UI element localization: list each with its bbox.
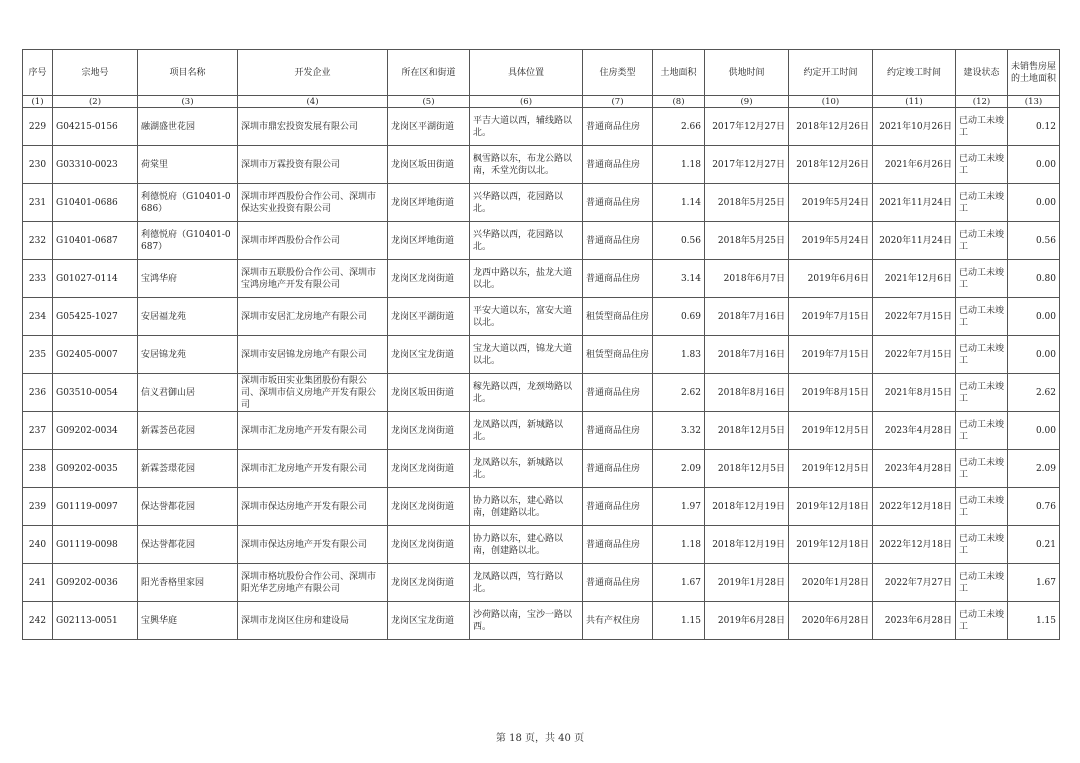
start-date-cell: 2019年6月6日 [789,260,873,298]
supply-date-cell: 2018年5月25日 [705,184,789,222]
location-cell: 龙凤路以东，新城路以北。 [470,450,583,488]
developer-cell: 深圳市汇龙房地产开发有限公司 [238,450,388,488]
construction-status-cell: 已动工未竣工 [956,602,1008,640]
row-index-cell: 237 [23,412,53,450]
construction-status-cell: 已动工未竣工 [956,374,1008,412]
location-cell: 龙西中路以东，盐龙大道以北。 [470,260,583,298]
unsold-land-area-cell: 0.00 [1008,184,1060,222]
district-street-cell: 龙岗区坂田街道 [388,146,470,184]
table-header-row [23,50,1060,96]
supply-date-cell: 2019年1月28日 [705,564,789,602]
district-street-cell: 龙岗区坂田街道 [388,374,470,412]
developer-cell: 深圳市坂田实业集团股份有限公司、深圳市信义房地产开发有限公司 [238,374,388,412]
housing-type-cell: 普通商品住房 [583,260,653,298]
developer-cell: 深圳市保达房地产开发有限公司 [238,488,388,526]
supply-date-cell: 2019年6月28日 [705,602,789,640]
column-number: (13) [1008,96,1060,108]
supply-date-cell: 2017年12月27日 [705,146,789,184]
district-street-cell: 龙岗区宝龙街道 [388,336,470,374]
table-row [23,336,1060,374]
housing-type-cell: 普通商品住房 [583,184,653,222]
unsold-land-area-cell: 2.09 [1008,450,1060,488]
unsold-land-area-cell: 0.21 [1008,526,1060,564]
table-row [23,602,1060,640]
completion-date-cell: 2023年4月28日 [873,450,956,488]
column-number: (7) [583,96,653,108]
developer-cell: 深圳市汇龙房地产开发有限公司 [238,412,388,450]
column-header: 土地面积 [653,50,705,96]
start-date-cell: 2019年7月15日 [789,298,873,336]
project-name-cell: 利德悦府（G10401-0686） [138,184,238,222]
column-header: 所在区和街道 [388,50,470,96]
housing-type-cell: 普通商品住房 [583,412,653,450]
parcel-number-cell: G03310-0023 [53,146,138,184]
supply-date-cell: 2017年12月27日 [705,108,789,146]
supply-date-cell: 2018年5月25日 [705,222,789,260]
start-date-cell: 2019年5月24日 [789,184,873,222]
project-name-cell: 安居福龙苑 [138,298,238,336]
land-area-cell: 1.97 [653,488,705,526]
supply-date-cell: 2018年12月5日 [705,450,789,488]
housing-type-cell: 普通商品住房 [583,564,653,602]
column-number: (3) [138,96,238,108]
land-area-cell: 2.09 [653,450,705,488]
start-date-cell: 2019年5月24日 [789,222,873,260]
column-number-row [23,96,1060,108]
land-area-cell: 2.66 [653,108,705,146]
column-number: (8) [653,96,705,108]
column-number: (11) [873,96,956,108]
developer-cell: 深圳市安居汇龙房地产有限公司 [238,298,388,336]
column-number: (10) [789,96,873,108]
land-area-cell: 3.14 [653,260,705,298]
row-index-cell: 238 [23,450,53,488]
completion-date-cell: 2021年11月24日 [873,184,956,222]
land-table-sheet [22,49,1060,640]
developer-cell: 深圳市龙岗区住房和建设局 [238,602,388,640]
table-row [23,374,1060,412]
table-row [23,564,1060,602]
construction-status-cell: 已动工未竣工 [956,564,1008,602]
housing-type-cell: 普通商品住房 [583,488,653,526]
parcel-number-cell: G01119-0098 [53,526,138,564]
construction-status-cell: 已动工未竣工 [956,260,1008,298]
district-street-cell: 龙岗区龙岗街道 [388,412,470,450]
housing-type-cell: 普通商品住房 [583,146,653,184]
land-area-cell: 1.83 [653,336,705,374]
housing-type-cell: 普通商品住房 [583,450,653,488]
parcel-number-cell: G09202-0035 [53,450,138,488]
table-row [23,412,1060,450]
project-name-cell: 利德悦府（G10401-0687） [138,222,238,260]
row-index-cell: 231 [23,184,53,222]
page-footer: 第 18 页，共 40 页 [495,733,585,744]
district-street-cell: 龙岗区龙岗街道 [388,450,470,488]
supply-date-cell: 2018年8月16日 [705,374,789,412]
table-row [23,222,1060,260]
project-name-cell: 保达誉都花园 [138,488,238,526]
construction-status-cell: 已动工未竣工 [956,526,1008,564]
district-street-cell: 龙岗区坪地街道 [388,222,470,260]
table-row [23,526,1060,564]
district-street-cell: 龙岗区宝龙街道 [388,602,470,640]
completion-date-cell: 2023年4月28日 [873,412,956,450]
table-row [23,488,1060,526]
column-number: (2) [53,96,138,108]
location-cell: 兴华路以西，花园路以北。 [470,184,583,222]
housing-type-cell: 普通商品住房 [583,222,653,260]
row-index-cell: 241 [23,564,53,602]
project-name-cell: 融湖盛世花园 [138,108,238,146]
developer-cell: 深圳市万霖投资有限公司 [238,146,388,184]
parcel-number-cell: G09202-0036 [53,564,138,602]
row-index-cell: 240 [23,526,53,564]
start-date-cell: 2019年12月18日 [789,488,873,526]
row-index-cell: 242 [23,602,53,640]
row-index-cell: 230 [23,146,53,184]
column-header: 约定竣工时间 [873,50,956,96]
start-date-cell: 2019年12月18日 [789,526,873,564]
location-cell: 稼先路以西，龙颈坳路以北。 [470,374,583,412]
land-area-cell: 1.15 [653,602,705,640]
unsold-land-area-cell: 0.00 [1008,146,1060,184]
supply-date-cell: 2018年7月16日 [705,336,789,374]
construction-status-cell: 已动工未竣工 [956,184,1008,222]
construction-status-cell: 已动工未竣工 [956,222,1008,260]
parcel-number-cell: G01027-0114 [53,260,138,298]
housing-type-cell: 普通商品住房 [583,526,653,564]
table-row [23,450,1060,488]
location-cell: 龙凤路以西，笃行路以北。 [470,564,583,602]
row-index-cell: 232 [23,222,53,260]
start-date-cell: 2020年1月28日 [789,564,873,602]
unsold-land-area-cell: 0.00 [1008,336,1060,374]
column-header: 具体位置 [470,50,583,96]
construction-status-cell: 已动工未竣工 [956,450,1008,488]
row-index-cell: 235 [23,336,53,374]
row-index-cell: 229 [23,108,53,146]
column-header: 宗地号 [53,50,138,96]
completion-date-cell: 2022年7月15日 [873,336,956,374]
completion-date-cell: 2022年12月18日 [873,526,956,564]
land-area-cell: 1.14 [653,184,705,222]
unsold-land-area-cell: 0.00 [1008,298,1060,336]
parcel-number-cell: G02405-0007 [53,336,138,374]
location-cell: 平安大道以东，富安大道以北。 [470,298,583,336]
land-area-cell: 1.67 [653,564,705,602]
district-street-cell: 龙岗区龙岗街道 [388,526,470,564]
column-header: 约定开工时间 [789,50,873,96]
project-name-cell: 新霖荟璟花园 [138,450,238,488]
start-date-cell: 2019年7月15日 [789,336,873,374]
location-cell: 枫雪路以东，布龙公路以南，禾堂光街以北。 [470,146,583,184]
start-date-cell: 2018年12月26日 [789,108,873,146]
land-area-cell: 3.32 [653,412,705,450]
unsold-land-area-cell: 1.15 [1008,602,1060,640]
completion-date-cell: 2023年6月28日 [873,602,956,640]
housing-type-cell: 租赁型商品住房 [583,336,653,374]
construction-status-cell: 已动工未竣工 [956,336,1008,374]
housing-type-cell: 普通商品住房 [583,108,653,146]
completion-date-cell: 2022年12月18日 [873,488,956,526]
start-date-cell: 2020年6月28日 [789,602,873,640]
table-row [23,184,1060,222]
project-name-cell: 新霖荟邑花园 [138,412,238,450]
land-area-cell: 0.56 [653,222,705,260]
construction-status-cell: 已动工未竣工 [956,146,1008,184]
unsold-land-area-cell: 1.67 [1008,564,1060,602]
developer-cell: 深圳市保达房地产开发有限公司 [238,526,388,564]
parcel-number-cell: G02113-0051 [53,602,138,640]
project-name-cell: 荷棠里 [138,146,238,184]
project-name-cell: 阳光香格里家园 [138,564,238,602]
developer-cell: 深圳市安居锦龙房地产有限公司 [238,336,388,374]
parcel-number-cell: G04215-0156 [53,108,138,146]
developer-cell: 深圳市坪西股份合作公司 [238,222,388,260]
housing-type-cell: 普通商品住房 [583,374,653,412]
developer-cell: 深圳市格坑股份合作公司、深圳市阳光华艺房地产有限公司 [238,564,388,602]
land-area-cell: 1.18 [653,526,705,564]
completion-date-cell: 2020年11月24日 [873,222,956,260]
district-street-cell: 龙岗区龙岗街道 [388,488,470,526]
developer-cell: 深圳市坪西股份合作公司、深圳市保达实业投资有限公司 [238,184,388,222]
district-street-cell: 龙岗区坪地街道 [388,184,470,222]
completion-date-cell: 2022年7月15日 [873,298,956,336]
unsold-land-area-cell: 0.80 [1008,260,1060,298]
column-number: (1) [23,96,53,108]
parcel-number-cell: G10401-0687 [53,222,138,260]
table-row [23,146,1060,184]
construction-status-cell: 已动工未竣工 [956,298,1008,336]
supply-date-cell: 2018年6月7日 [705,260,789,298]
column-number: (4) [238,96,388,108]
unsold-land-area-cell: 0.56 [1008,222,1060,260]
completion-date-cell: 2021年12月6日 [873,260,956,298]
row-index-cell: 236 [23,374,53,412]
unsold-land-area-cell: 2.62 [1008,374,1060,412]
start-date-cell: 2018年12月26日 [789,146,873,184]
table-row [23,108,1060,146]
supply-date-cell: 2018年12月19日 [705,526,789,564]
district-street-cell: 龙岗区龙岗街道 [388,260,470,298]
parcel-number-cell: G05425-1027 [53,298,138,336]
row-index-cell: 234 [23,298,53,336]
completion-date-cell: 2021年10月26日 [873,108,956,146]
column-header: 未销售房屋的土地面积 [1008,50,1060,96]
location-cell: 沙荷路以南，宝沙一路以西。 [470,602,583,640]
column-number: (5) [388,96,470,108]
completion-date-cell: 2021年6月26日 [873,146,956,184]
developer-cell: 深圳市五联股份合作公司、深圳市宝鸿房地产开发有限公司 [238,260,388,298]
housing-type-cell: 租赁型商品住房 [583,298,653,336]
location-cell: 平吉大道以西，辅线路以北。 [470,108,583,146]
column-header: 序号 [23,50,53,96]
land-area-cell: 2.62 [653,374,705,412]
location-cell: 协力路以东，建心路以南，创建路以北。 [470,526,583,564]
developer-cell: 深圳市鼎宏投资发展有限公司 [238,108,388,146]
start-date-cell: 2019年8月15日 [789,374,873,412]
start-date-cell: 2019年12月5日 [789,412,873,450]
parcel-number-cell: G10401-0686 [53,184,138,222]
supply-date-cell: 2018年12月19日 [705,488,789,526]
location-cell: 协力路以东，建心路以南，创建路以北。 [470,488,583,526]
supply-date-cell: 2018年12月5日 [705,412,789,450]
start-date-cell: 2019年12月5日 [789,450,873,488]
construction-status-cell: 已动工未竣工 [956,412,1008,450]
district-street-cell: 龙岗区龙岗街道 [388,564,470,602]
construction-status-cell: 已动工未竣工 [956,108,1008,146]
district-street-cell: 龙岗区平湖街道 [388,298,470,336]
project-name-cell: 信义君御山居 [138,374,238,412]
land-area-cell: 0.69 [653,298,705,336]
location-cell: 宝龙大道以西，锦龙大道以北。 [470,336,583,374]
column-header: 建设状态 [956,50,1008,96]
column-header: 项目名称 [138,50,238,96]
column-header: 开发企业 [238,50,388,96]
table-row [23,298,1060,336]
column-header: 住房类型 [583,50,653,96]
parcel-number-cell: G01119-0097 [53,488,138,526]
completion-date-cell: 2021年8月15日 [873,374,956,412]
unsold-land-area-cell: 0.12 [1008,108,1060,146]
parcel-number-cell: G03510-0054 [53,374,138,412]
housing-type-cell: 共有产权住房 [583,602,653,640]
supply-date-cell: 2018年7月16日 [705,298,789,336]
parcel-number-cell: G09202-0034 [53,412,138,450]
construction-status-cell: 已动工未竣工 [956,488,1008,526]
column-number: (6) [470,96,583,108]
location-cell: 龙凤路以西，新城路以北。 [470,412,583,450]
column-number: (9) [705,96,789,108]
district-street-cell: 龙岗区平湖街道 [388,108,470,146]
column-header: 供地时间 [705,50,789,96]
project-name-cell: 安居锦龙苑 [138,336,238,374]
unsold-land-area-cell: 0.76 [1008,488,1060,526]
completion-date-cell: 2022年7月27日 [873,564,956,602]
land-supply-table [22,49,1060,640]
unsold-land-area-cell: 0.00 [1008,412,1060,450]
table-row [23,260,1060,298]
location-cell: 兴华路以西，花园路以北。 [470,222,583,260]
project-name-cell: 宝興华庭 [138,602,238,640]
project-name-cell: 宝鸿华府 [138,260,238,298]
project-name-cell: 保达誉都花园 [138,526,238,564]
land-area-cell: 1.18 [653,146,705,184]
column-number: (12) [956,96,1008,108]
row-index-cell: 233 [23,260,53,298]
row-index-cell: 239 [23,488,53,526]
